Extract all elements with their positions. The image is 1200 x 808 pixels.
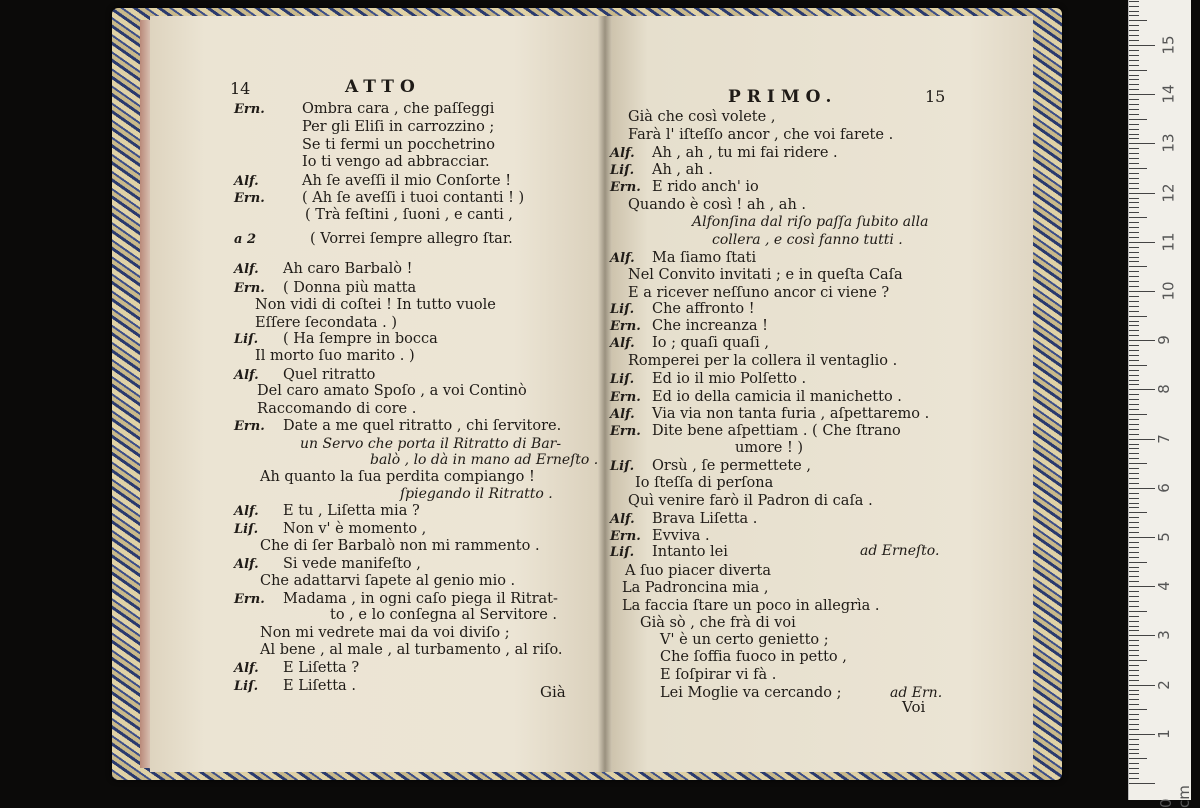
- ruler-tick: [1129, 138, 1139, 139]
- ruler-tick: [1129, 325, 1139, 326]
- left-speaker: Ern.: [234, 419, 265, 434]
- ruler-tick: [1129, 350, 1139, 351]
- ruler-tick: [1129, 522, 1139, 523]
- right-speaker: Alf.: [610, 251, 635, 266]
- ruler-tick: [1129, 768, 1139, 769]
- ruler-tick: [1129, 301, 1139, 302]
- ruler-tick: [1129, 188, 1139, 189]
- ruler-tick: [1129, 749, 1139, 750]
- left-text-line: Ah caro Barbalò !: [283, 261, 413, 277]
- left-text-line: Per gli Eliſi in carrozzino ;: [302, 119, 495, 135]
- right-text-line: Che ſoffia fuoco in petto ,: [660, 649, 847, 665]
- ruler-tick: [1129, 719, 1139, 720]
- right-text-line: Che increanza !: [652, 318, 768, 334]
- left-text-line: ( Trà feſtini , ſuoni , e canti ,: [305, 207, 513, 223]
- left-text-line: Date a me quel ritratto , chi ſervitore.: [283, 418, 562, 434]
- left-speaker: Alf.: [234, 174, 259, 189]
- ruler-tick: [1129, 276, 1139, 277]
- right-text-line: La faccia ſtare un poco in allegrìa .: [622, 598, 880, 614]
- right-text-line: A ſuo piacer diverta: [625, 563, 772, 579]
- ruler-label: 14: [1159, 84, 1178, 104]
- left-text-line: Io ti vengo ad abbracciar.: [302, 154, 490, 170]
- left-speaker: Ern.: [234, 191, 265, 206]
- ruler-tick: [1129, 232, 1139, 233]
- right-text-line: Farà l' iſteſſo ancor , che voi farete .: [628, 127, 894, 143]
- ruler-tick: [1129, 694, 1139, 695]
- ruler-tick: [1129, 753, 1139, 754]
- ruler-tick: [1129, 699, 1139, 700]
- right-text-line: Già che così volete ,: [628, 109, 776, 125]
- ruler-label: 4: [1154, 581, 1173, 591]
- ruler-tick: [1129, 567, 1139, 568]
- ruler-tick: [1129, 394, 1139, 395]
- ruler-tick: [1129, 124, 1139, 125]
- right-text-line: Romperei per la collera il ventaglio .: [628, 353, 898, 369]
- ruler-label: 11: [1159, 232, 1178, 252]
- ruler-tick: [1129, 168, 1147, 169]
- ruler-tick: [1129, 463, 1147, 464]
- right-speaker: Liſ.: [610, 302, 635, 317]
- right-text-line: Nel Convito invitati ; e in queſta Caſa: [628, 267, 903, 283]
- ruler-tick: [1129, 503, 1139, 504]
- left-speaker: Ern.: [234, 281, 265, 296]
- left-speaker: Ern.: [234, 592, 265, 607]
- ruler-tick: [1129, 143, 1155, 144]
- right-speaker: Ern.: [610, 529, 641, 544]
- right-text-line: La Padroncina mia ,: [622, 580, 769, 596]
- left-text-line: Non vidi di coſtei ! In tutto vuole: [255, 297, 496, 313]
- right-text-line: Intanto lei: [652, 544, 728, 560]
- ruler-tick: [1129, 222, 1139, 223]
- ruler-tick: [1129, 173, 1139, 174]
- right-running-head: PRIMO.: [728, 87, 838, 107]
- ruler-tick: [1129, 714, 1139, 715]
- ruler-tick: [1129, 316, 1147, 317]
- ruler-tick: [1129, 488, 1155, 489]
- ruler-tick: [1129, 660, 1147, 661]
- ruler-tick: [1129, 129, 1139, 130]
- ruler-tick: [1129, 606, 1139, 607]
- left-text-line: ſpiegando il Ritratto .: [400, 486, 553, 502]
- ruler-tick: [1129, 670, 1139, 671]
- ruler-tick: [1129, 542, 1139, 543]
- ruler-tick: [1129, 409, 1139, 410]
- ruler-tick: [1129, 340, 1155, 341]
- ruler-tick: [1129, 601, 1139, 602]
- right-speaker: Ern.: [610, 424, 641, 439]
- right-speaker: Ern.: [610, 319, 641, 334]
- left-text-line: Se ti fermi un pocchetrino: [302, 137, 495, 153]
- ruler-tick: [1129, 626, 1139, 627]
- right-text-line: Evviva .: [652, 528, 710, 544]
- ruler-tick: [1129, 119, 1147, 120]
- ruler-tick: [1129, 434, 1139, 435]
- ruler-tick: [1129, 198, 1139, 199]
- ruler-tick: [1129, 50, 1139, 51]
- right-text-line: V' è un certo genietto ;: [660, 632, 829, 648]
- left-text-line: ( Vorrei ſempre allegro ſtar.: [310, 231, 513, 247]
- ruler-tick: [1129, 675, 1139, 676]
- right-speaker: Alf.: [610, 336, 635, 351]
- ruler-tick: [1129, 375, 1139, 376]
- ruler-tick: [1129, 399, 1139, 400]
- ruler-tick: [1129, 335, 1139, 336]
- ruler-tick: [1129, 202, 1139, 203]
- right-text-line: Quando è così ! ah , ah .: [628, 197, 807, 213]
- ruler-tick: [1129, 84, 1139, 85]
- ruler-tick: [1129, 384, 1139, 385]
- left-text-line: E Liſetta .: [283, 678, 356, 694]
- ruler-tick: [1129, 70, 1147, 71]
- ruler-tick: [1129, 596, 1139, 597]
- ruler-tick: [1129, 271, 1139, 272]
- ruler-tick: [1129, 257, 1139, 258]
- right-text-line: collera , e così fanno tutti .: [712, 232, 903, 248]
- right-text-line: Via via non tanta furia , aſpettaremo .: [652, 406, 930, 422]
- ruler-tick: [1129, 512, 1147, 513]
- ruler-tick: [1129, 212, 1139, 213]
- ruler-tick: [1129, 311, 1139, 312]
- left-text-line: to , e lo conſegna al Servitore .: [330, 607, 558, 623]
- ruler-tick: [1129, 665, 1139, 666]
- ruler-tick: [1129, 11, 1139, 12]
- ruler-tick: [1129, 547, 1139, 548]
- ruler-label: 3: [1154, 630, 1173, 641]
- right-text-line: Quì venire farò il Padron di caſa .: [628, 493, 873, 509]
- ruler-tick: [1129, 468, 1139, 469]
- ruler-tick: [1129, 773, 1139, 774]
- left-speaker: a 2: [234, 232, 256, 247]
- ruler-tick: [1129, 517, 1139, 518]
- right-text-line: Ma ſiamo ſtati: [652, 250, 757, 266]
- ruler-label: 8: [1154, 384, 1173, 395]
- ruler-label: 13: [1159, 133, 1178, 153]
- ruler-tick: [1129, 193, 1155, 194]
- ruler-tick: [1129, 75, 1139, 76]
- ruler-tick: [1129, 744, 1139, 745]
- ruler-tick: [1129, 114, 1139, 115]
- ruler-label: 5: [1154, 532, 1173, 542]
- ruler-tick: [1129, 35, 1139, 36]
- left-text-line: Al bene , al male , al turbamento , al riſo.: [260, 642, 563, 658]
- ruler-tick: [1129, 493, 1139, 494]
- ruler-tick: [1129, 473, 1139, 474]
- left-text-line: E Liſetta ?: [283, 660, 360, 676]
- ruler-tick: [1129, 537, 1155, 538]
- right-text-line: Lei Moglie va cercando ;: [660, 685, 842, 701]
- ruler-tick: [1129, 183, 1139, 184]
- ruler-label: 2: [1154, 679, 1173, 690]
- ruler-tick: [1129, 30, 1139, 31]
- ruler-tick: [1129, 94, 1155, 95]
- right-text-line: Orsù , ſe permettete ,: [652, 458, 811, 474]
- ruler-label: 10: [1159, 281, 1178, 301]
- right-text-line: Già sò , che frà di voi: [640, 615, 796, 631]
- ruler-tick: [1129, 704, 1139, 705]
- ruler-tick: [1129, 591, 1139, 592]
- ruler-tick: [1129, 163, 1139, 164]
- right-text-line: Ed io della camicia il manichetto .: [652, 389, 902, 405]
- ruler-label: 0 cm: [1157, 785, 1193, 808]
- ruler-tick: [1129, 562, 1147, 563]
- ruler-tick: [1129, 685, 1155, 686]
- ruler-tick: [1129, 635, 1155, 636]
- left-speaker: Alf.: [234, 504, 259, 519]
- ruler-tick: [1129, 365, 1147, 366]
- ruler-tick: [1129, 330, 1139, 331]
- ruler-tick: [1129, 640, 1139, 641]
- ruler-tick: [1129, 758, 1147, 759]
- ruler-tick: [1129, 217, 1147, 218]
- ruler-tick: [1129, 424, 1139, 425]
- ruler-tick: [1129, 414, 1147, 415]
- ruler-tick: [1129, 355, 1139, 356]
- left-text-line: ( Donna più matta: [283, 280, 417, 296]
- ruler-label: 12: [1159, 183, 1178, 203]
- ruler-tick: [1129, 281, 1139, 282]
- ruler-tick: [1129, 621, 1139, 622]
- left-catchword: Già: [540, 683, 566, 701]
- ruler-tick: [1129, 576, 1139, 577]
- right-text-line: Brava Liſetta .: [652, 511, 758, 527]
- ruler-tick: [1129, 389, 1155, 390]
- ruler-tick: [1129, 586, 1155, 587]
- right-speaker: Liſ.: [610, 163, 635, 178]
- left-text-line: ( Ha ſempre in bocca: [283, 331, 438, 347]
- ruler-tick: [1129, 458, 1139, 459]
- right-page-number: 15: [925, 87, 946, 106]
- left-speaker: Alf.: [234, 557, 259, 572]
- left-speaker: Liſ.: [234, 522, 259, 537]
- ruler-tick: [1129, 448, 1139, 449]
- right-text-line: E ſoſpirar vi fà .: [660, 667, 777, 683]
- left-speaker: Alf.: [234, 368, 259, 383]
- ruler-tick: [1129, 40, 1139, 41]
- ruler-tick: [1129, 419, 1139, 420]
- ruler-tick: [1129, 645, 1139, 646]
- ruler-tick: [1129, 404, 1139, 405]
- ruler-tick: [1129, 104, 1139, 105]
- right-text-line: Che affronto !: [652, 301, 755, 317]
- ruler-tick: [1129, 158, 1139, 159]
- ruler-tick: [1129, 498, 1139, 499]
- ruler-tick: [1129, 207, 1139, 208]
- left-text-line: Ombra cara , che paſſeggi: [302, 101, 495, 117]
- ruler-tick: [1129, 148, 1139, 149]
- right-text-line: E rido anch' io: [652, 179, 759, 195]
- ruler-tick: [1129, 478, 1139, 479]
- left-text-line: Eſſere ſecondata . ): [255, 315, 398, 331]
- ruler-tick: [1129, 527, 1139, 528]
- left-speaker: Liſ.: [234, 679, 259, 694]
- ruler-tick: [1129, 99, 1139, 100]
- right-text-line: Ed io il mio Polſetto .: [652, 371, 807, 387]
- ruler-tick: [1129, 237, 1139, 238]
- ruler-tick: [1129, 729, 1139, 730]
- ruler-tick: [1129, 429, 1139, 430]
- right-text-line: Dite bene aſpettiam . ( Che ſtrano: [652, 423, 901, 439]
- right-speaker: Ern.: [610, 390, 641, 405]
- right-text-line: umore ! ): [735, 440, 804, 456]
- ruler-tick: [1129, 20, 1147, 21]
- ruler-tick: [1129, 306, 1139, 307]
- right-speaker: Ern.: [610, 180, 641, 195]
- ruler-tick: [1129, 291, 1155, 292]
- ruler-label: 6: [1154, 483, 1173, 493]
- ruler-tick: [1129, 252, 1139, 253]
- left-text-line: E tu , Liſetta mia ?: [283, 503, 420, 519]
- ruler-tick: [1129, 134, 1139, 135]
- right-text-line: Ah , ah .: [652, 162, 713, 178]
- left-speaker: Liſ.: [234, 332, 259, 347]
- left-speaker: Alf.: [234, 262, 259, 277]
- left-text-line: Che di ſer Barbalò non mi rammento .: [260, 538, 540, 554]
- left-text-line: Ah quanto la ſua perdita compiango !: [260, 469, 535, 485]
- right-text-line: Io ſteſſa di perſona: [635, 475, 774, 491]
- ruler-tick: [1129, 6, 1139, 7]
- left-speaker: Alf.: [234, 661, 259, 676]
- left-text-line: Ah ſe aveſſi il mio Conſorte !: [302, 173, 512, 189]
- left-text-line: Non v' è momento ,: [283, 521, 427, 537]
- left-text-line: Madama , in ogni caſo piega il Ritrat-: [283, 591, 558, 607]
- left-text-line: Del caro amato Spoſo , a voi Continò: [257, 383, 527, 399]
- left-speaker: Ern.: [234, 102, 265, 117]
- ruler-tick: [1129, 25, 1139, 26]
- ruler-tick: [1129, 15, 1139, 16]
- left-text-line: Raccomando di core .: [257, 401, 417, 417]
- ruler-label: 9: [1154, 335, 1173, 345]
- ruler-tick: [1129, 483, 1139, 484]
- right-aside-1: ad Erneſto.: [860, 543, 940, 559]
- left-text-line: Non mi vedrete mai da voi diviſo ;: [260, 625, 510, 641]
- ruler-tick: [1129, 266, 1147, 267]
- ruler-label: 1: [1154, 729, 1173, 739]
- ruler-tick: [1129, 552, 1139, 553]
- right-speaker: Liſ.: [610, 372, 635, 387]
- ruler-label: 15: [1159, 35, 1178, 55]
- ruler-tick: [1129, 734, 1155, 735]
- ruler-tick: [1129, 690, 1139, 691]
- ruler-tick: [1129, 557, 1139, 558]
- left-text-line: un Servo che porta il Ritratto di Bar-: [300, 436, 562, 452]
- ruler-tick: [1129, 247, 1139, 248]
- ruler-tick: [1129, 45, 1155, 46]
- right-text-line: Ah , ah , tu mi fai ridere .: [652, 145, 838, 161]
- right-speaker: Liſ.: [610, 545, 635, 560]
- left-text-line: Che adattarvi ſapete al genio mio .: [260, 573, 516, 589]
- ruler-tick: [1129, 360, 1139, 361]
- ruler-tick: [1129, 242, 1155, 243]
- measurement-ruler: [1128, 0, 1193, 808]
- ruler-tick: [1129, 650, 1139, 651]
- ruler-tick: [1129, 763, 1139, 764]
- right-speaker: Alf.: [610, 512, 635, 527]
- right-speaker: Alf.: [610, 146, 635, 161]
- right-catchword: Voi: [902, 698, 926, 716]
- ruler-tick: [1129, 153, 1139, 154]
- ruler-tick: [1129, 439, 1155, 440]
- ruler-tick: [1129, 616, 1139, 617]
- ruler-tick: [1129, 109, 1139, 110]
- left-text-line: Il morto ſuo marito . ): [255, 348, 415, 364]
- ruler-tick: [1129, 321, 1139, 322]
- ruler-tick: [1129, 227, 1139, 228]
- ruler-label: 7: [1154, 433, 1173, 444]
- ruler-tick: [1129, 345, 1139, 346]
- ruler-tick: [1129, 778, 1139, 779]
- ruler-tick: [1129, 178, 1139, 179]
- ruler-tick: [1129, 261, 1139, 262]
- right-text-line: Io ; quaſi quaſi ,: [652, 335, 769, 351]
- ruler-tick: [1129, 739, 1139, 740]
- ruler-tick: [1129, 296, 1139, 297]
- ruler-tick: [1129, 581, 1139, 582]
- right-aside-2: ad Ern.: [890, 685, 943, 701]
- right-speaker: Alf.: [610, 407, 635, 422]
- ruler-tick: [1129, 89, 1139, 90]
- ruler-tick: [1129, 507, 1139, 508]
- left-text-line: Quel ritratto: [283, 367, 376, 383]
- left-running-head: ATTO: [345, 77, 421, 97]
- left-text-line: balò , lo dà in mano ad Erneſto .: [370, 452, 599, 468]
- left-page-number: 14: [230, 79, 251, 98]
- ruler-tick: [1129, 65, 1139, 66]
- ruler-tick: [1129, 630, 1139, 631]
- ruler-tick: [1129, 55, 1139, 56]
- ruler-tick: [1129, 680, 1139, 681]
- right-speaker: Liſ.: [610, 459, 635, 474]
- ruler-tick: [1129, 453, 1139, 454]
- ruler-tick: [1129, 783, 1155, 784]
- ruler-tick: [1129, 380, 1139, 381]
- ruler-tick: [1129, 611, 1147, 612]
- right-text-line: Alfonſina dal riſo paſſa ſubito alla: [692, 214, 929, 230]
- ruler-tick: [1129, 709, 1147, 710]
- left-text-line: Si vede manifeſto ,: [283, 556, 421, 572]
- ruler-tick: [1129, 444, 1139, 445]
- ruler-tick: [1129, 532, 1139, 533]
- ruler-tick: [1129, 571, 1139, 572]
- ruler-tick: [1129, 655, 1139, 656]
- right-text-line: E a ricever neſſuno ancor ci viene ?: [628, 285, 890, 301]
- ruler-tick: [1129, 370, 1139, 371]
- ruler-tick: [1129, 286, 1139, 287]
- ruler-tick: [1129, 724, 1139, 725]
- page-edge: [140, 20, 150, 768]
- ruler-tick: [1129, 79, 1139, 80]
- ruler-tick: [1129, 1, 1139, 2]
- ruler-tick: [1129, 60, 1139, 61]
- left-text-line: ( Ah ſe aveſſi i tuoi contanti ! ): [302, 190, 525, 206]
